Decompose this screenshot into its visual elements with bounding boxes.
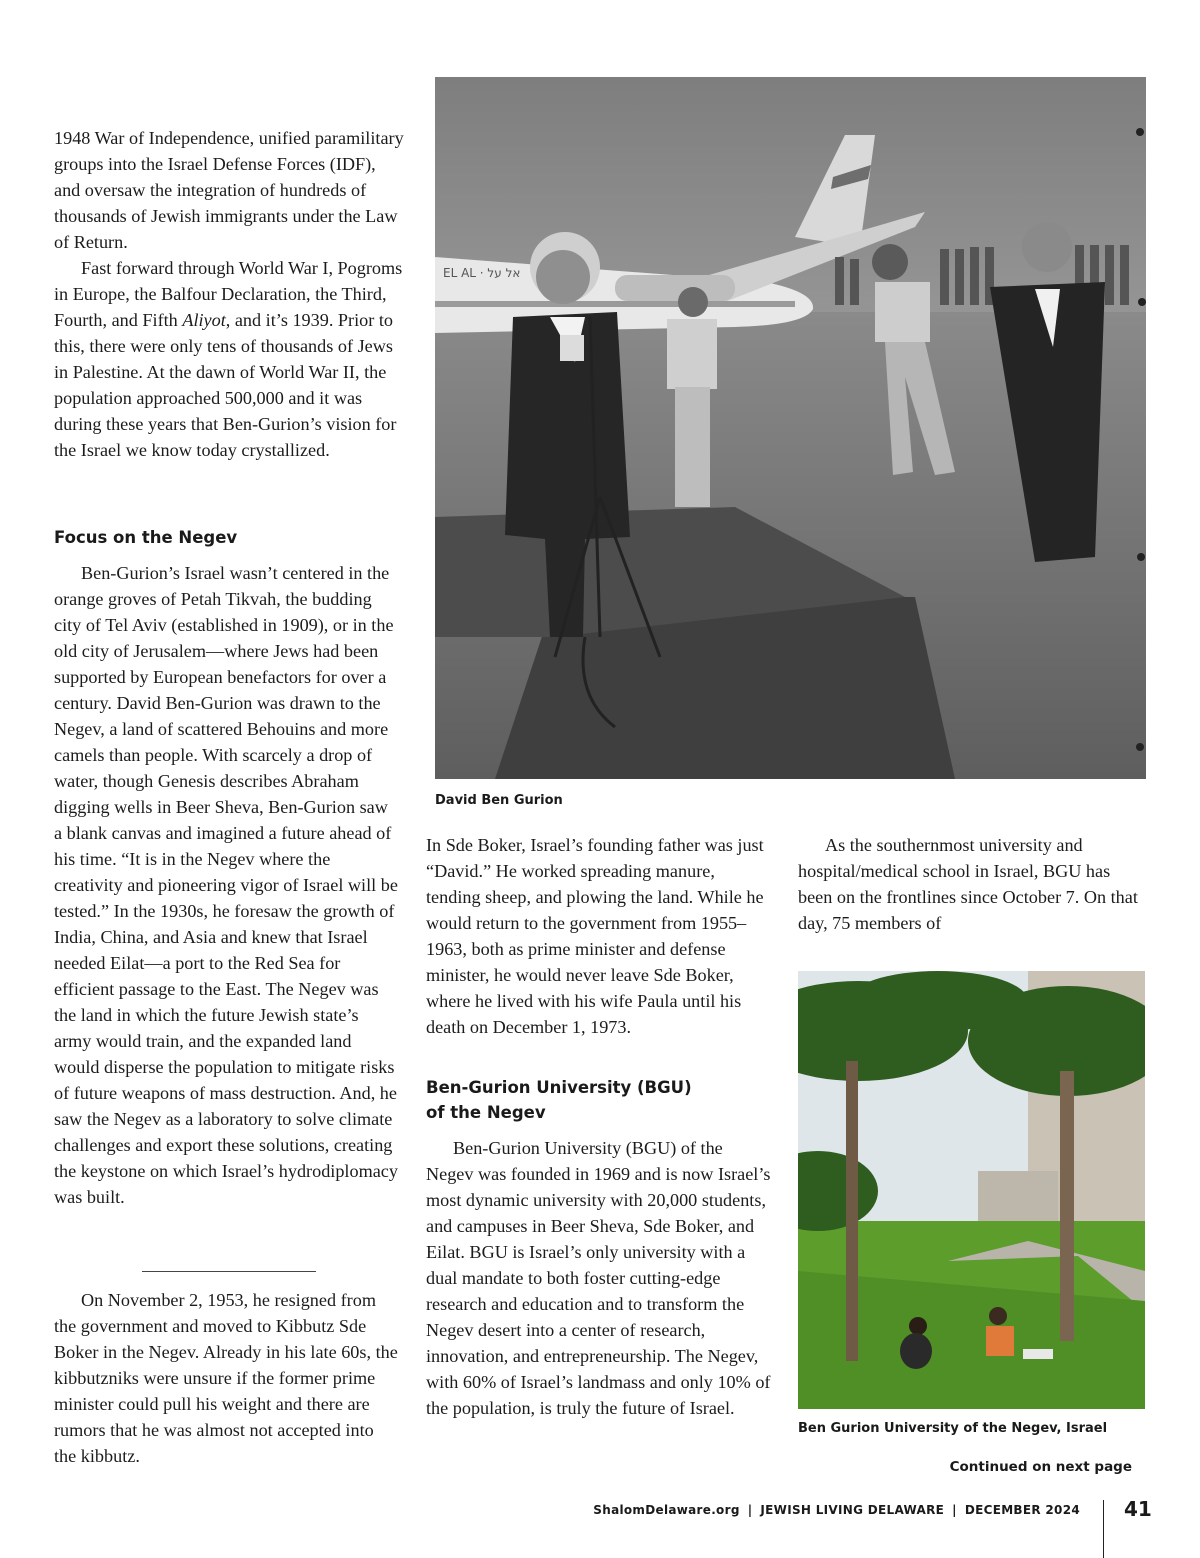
column-left-november (54, 1287, 400, 1469)
paragraph-negev: Ben-Gurion’s Israel wasn’t centered in the orange groves of Petah Tikvah, the budding city of Tel Aviv (established in 1909), or in the old city of Jerusalem—where Jews had been supported by European benefactors for over a century. David Ben-Gurion was drawn to the Negev, a land of scattered Behouins and more camels than people. With scarcely a drop of water, though Genesis describes Abraham digging wells in Beer Sheva, Ben-Gurion saw a blank canvas and imagined a future ahead of his time. “It is in the Negev where the creativity and pioneering vigor of Israel will be tested.” In the 1930s, he foresaw the growth of India, China, and Asia and knew that Israel needed Eilat—a port to the Red Sea for efficient passage to the East. The Negev was the land in which the future Jewish state’s army would train, and the expanded land would disperse the population to mitigate risks of future weapons of mass destruction. And, he saw the Negev as a laboratory to solve climate challenges and export these solutions, creating the keystone on which Israel’s hydrodiplomacy was built. (54, 563, 398, 1207)
photo-ben-gurion (435, 77, 1146, 779)
aliyot-term: Aliyot (182, 310, 226, 330)
section-heading-bgu-line2: of the Negev (426, 1103, 546, 1122)
paragraph-fast-forward (54, 255, 404, 463)
section-heading-negev-wrap (54, 525, 404, 550)
paragraph-bgu: Ben-Gurion University (BGU) of the Negev was founded in 1969 and is now Israel’s most dynamic university with 20,000 students, and campuses in Beer Sheva, Sde Boker, and Eilat. BGU is Israel’s only university with a dual mandate to both foster cutting-edge research and education and to transform the Negev desert into a center of research, innovation, and entrepreneurship. The Negev, with 60% of Israel’s landmass and only 10% of the population, is truly the future of Israel. (426, 1138, 771, 1418)
plane-livery-text: EL AL · אל על (443, 266, 521, 280)
column-left-negev (54, 560, 400, 1210)
photo-ben-gurion-illustration (435, 77, 1146, 779)
footer-publication: JEWISH LIVING DELAWARE (760, 1503, 945, 1517)
page-footer (593, 1503, 1080, 1517)
section-heading-bgu-wrap (426, 1075, 771, 1125)
section-heading-negev: Focus on the Negev (54, 528, 238, 547)
caption-bgu-campus: Ben Gurion University of the Negev, Israel (798, 1421, 1108, 1436)
column-middle-bgu (426, 1135, 771, 1421)
footer-divider-2: | (952, 1503, 957, 1517)
paragraph-sde-boker: In Sde Boker, Israel’s founding father was just “David.” He worked spreading manure, tending sheep, and plowing the land. While he would return to the government from 1955–1963, both as prime minister and defense minister, he would never leave Sde Boker, where he lived with his wife Paula until his death on December 1, 1973. (426, 835, 764, 1037)
paragraph-southernmost: As the southernmost university and hospital/medical school in Israel, BGU has been on the frontlines since October 7. On that day, 75 members of (798, 835, 1138, 933)
footer-divider-1: | (747, 1503, 753, 1517)
paragraph-fast-forward-part1: Fast forward through World War I, Pogroms in Europe, the Balfour Declaration, the Third, Fourth, and Fifth (54, 258, 403, 330)
column-right (798, 832, 1146, 936)
paragraph-fast-forward-part2: , and it’s 1939. Prior to this, there were only tens of thousands of Jews in Palestine. At the dawn of World War II, the population approached 500,000 and it was during these years that Ben-Gurion’s vision for the Israel we know today crystallized. (54, 310, 397, 460)
footer-site: ShalomDelaware.org (593, 1503, 740, 1517)
paragraph-intro: 1948 War of Independence, unified paramilitary groups into the Israel Defense Forces (IDF), and oversaw the integration of hundreds of thousands of Jewish immigrants under the Law of Return. (54, 128, 404, 252)
photo-bgu-campus (798, 971, 1145, 1409)
page-number: 41 (1124, 1497, 1152, 1521)
footer-issue: DECEMBER 2024 (964, 1503, 1080, 1517)
section-heading-bgu (426, 1075, 771, 1125)
column-middle (426, 832, 771, 1040)
caption-ben-gurion: David Ben Gurion (435, 793, 563, 808)
column-left (54, 125, 404, 463)
footer-vertical-rule (1103, 1500, 1104, 1558)
photo-bgu-campus-illustration (798, 971, 1145, 1409)
section-divider (142, 1271, 316, 1272)
section-heading-bgu-line1: Ben-Gurion University (BGU) (426, 1078, 692, 1097)
continued-note: Continued on next page (949, 1459, 1132, 1475)
paragraph-november: On November 2, 1953, he resigned from the government and moved to Kibbutz Sde Boker in the Negev. Already in his late 60s, the kibbutzniks were unsure if the former prime minister could pull his weight and there are rumors that he was almost not accepted into the kibbutz. (54, 1290, 398, 1466)
